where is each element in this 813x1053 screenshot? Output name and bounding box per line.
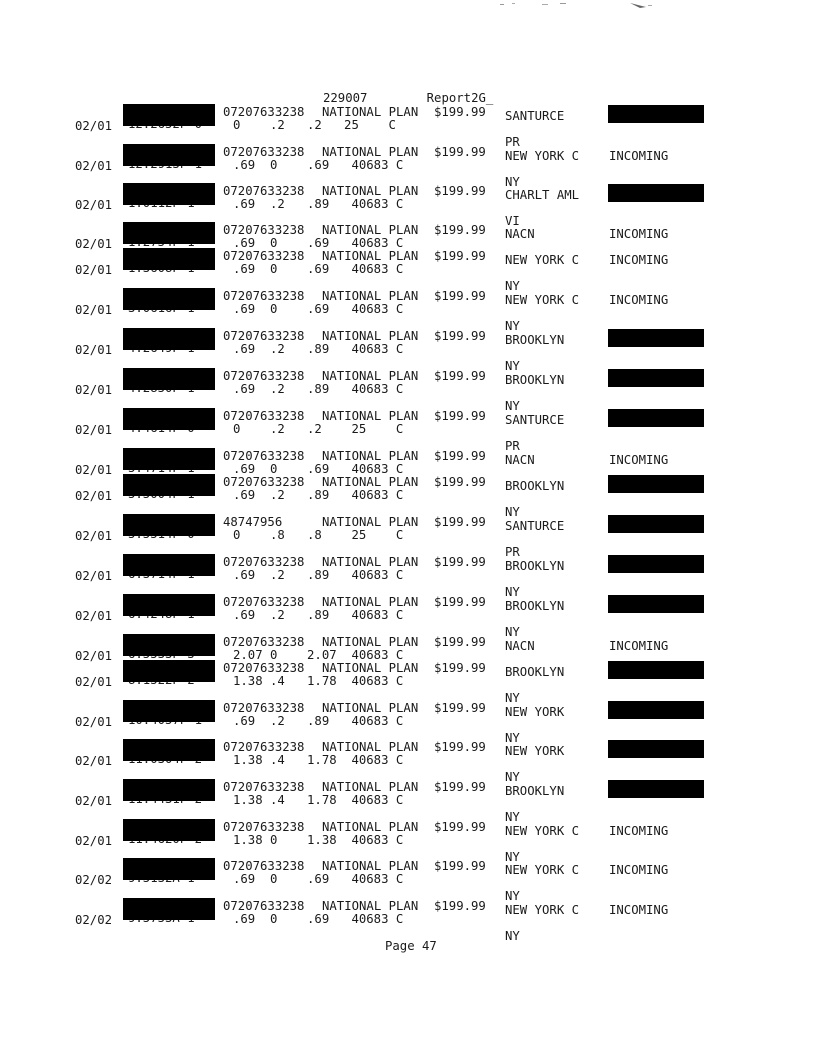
plan-amount: $199.99 — [434, 409, 486, 423]
call-charges: .69 0 .69 40683 C — [233, 912, 404, 926]
rate-plan: NATIONAL PLAN — [322, 899, 419, 913]
plan-amount: $199.99 — [434, 820, 486, 834]
call-direction: INCOMING — [609, 903, 669, 917]
rate-plan: NATIONAL PLAN — [322, 449, 419, 463]
call-city: NEW YORK C — [505, 824, 580, 838]
call-charges: 1.38 0 1.38 40683 C — [233, 833, 404, 847]
call-date: 02/01 — [75, 529, 113, 543]
dialed-number: 07207633238 — [223, 249, 305, 263]
call-date: 02/01 — [75, 794, 113, 808]
dialed-number: 07207633238 — [223, 369, 305, 383]
call-date: 02/01 — [75, 675, 113, 689]
call-city: NEW YORK C — [505, 903, 580, 917]
call-state: NY — [505, 279, 520, 293]
call-city: SANTURCE — [505, 413, 565, 427]
redaction-bar — [608, 329, 704, 347]
page-number: Page 47 — [385, 939, 437, 953]
plan-amount: $199.99 — [434, 899, 486, 913]
call-charges: .69 0 .69 40683 C — [233, 462, 404, 476]
dialed-number: 07207633238 — [223, 595, 305, 609]
call-direction: INCOMING — [609, 227, 669, 241]
call-state: PR — [505, 545, 520, 559]
plan-amount: $199.99 — [434, 249, 486, 263]
call-date: 02/01 — [75, 754, 113, 768]
call-state: NY — [505, 625, 520, 639]
rate-plan: NATIONAL PLAN — [322, 475, 419, 489]
redaction-bar — [123, 634, 215, 656]
call-state: NY — [505, 850, 520, 864]
plan-amount: $199.99 — [434, 555, 486, 569]
dialed-number: 48747956 — [223, 515, 305, 529]
redaction-bar — [123, 594, 215, 616]
rate-plan: NATIONAL PLAN — [322, 184, 419, 198]
redaction-bar — [608, 595, 704, 613]
dialed-number: 07207633238 — [223, 475, 305, 489]
call-state: PR — [505, 439, 520, 453]
dialed-number: 07207633238 — [223, 449, 305, 463]
call-city: BROOKLYN — [505, 599, 565, 613]
call-state: NY — [505, 691, 520, 705]
redaction-bar — [123, 474, 215, 496]
call-date: 02/01 — [75, 649, 113, 663]
call-direction: INCOMING — [609, 824, 669, 838]
call-charges: 1.38 .4 1.78 40683 C — [233, 674, 404, 688]
call-charges: 1.38 .4 1.78 40683 C — [233, 793, 404, 807]
call-city: NEW YORK — [505, 705, 565, 719]
call-state: NY — [505, 731, 520, 745]
redaction-bar — [608, 369, 704, 387]
call-state: NY — [505, 585, 520, 599]
redaction-bar — [608, 780, 704, 798]
call-date: 02/01 — [75, 569, 113, 583]
call-date: 02/01 — [75, 383, 113, 397]
call-city: SANTURCE — [505, 109, 565, 123]
report-name: Report2G_ — [426, 91, 494, 105]
call-charges: .69 .2 .89 40683 C — [233, 714, 404, 728]
call-state: NY — [505, 810, 520, 824]
redaction-bar — [123, 819, 215, 841]
rate-plan: NATIONAL PLAN — [322, 555, 419, 569]
dialed-number: 07207633238 — [223, 859, 305, 873]
plan-amount: $199.99 — [434, 475, 486, 489]
call-state: NY — [505, 505, 520, 519]
plan-amount: $199.99 — [434, 661, 486, 675]
redaction-bar — [123, 898, 215, 920]
call-date: 02/01 — [75, 834, 113, 848]
redaction-bar — [608, 515, 704, 533]
rate-plan: NATIONAL PLAN — [322, 740, 419, 754]
call-charges: .69 0 .69 40683 C — [233, 302, 404, 316]
call-date: 02/01 — [75, 159, 113, 173]
dialed-number: 07207633238 — [223, 105, 305, 119]
call-charges: .69 .2 .89 40683 C — [233, 568, 404, 582]
dialed-number: 07207633238 — [223, 409, 305, 423]
call-direction: INCOMING — [609, 149, 669, 163]
scan-artifacts — [490, 0, 670, 14]
dialed-number: 07207633238 — [223, 701, 305, 715]
redaction-bar — [608, 740, 704, 758]
call-date: 02/01 — [75, 119, 113, 133]
call-charges: 0 .2 .2 25 C — [233, 422, 404, 436]
plan-amount: $199.99 — [434, 740, 486, 754]
dialed-number: 07207633238 — [223, 289, 305, 303]
plan-amount: $199.99 — [434, 859, 486, 873]
call-city: NACN — [505, 227, 535, 241]
call-date: 02/01 — [75, 237, 113, 251]
plan-amount: $199.99 — [434, 289, 486, 303]
redaction-bar — [123, 222, 215, 244]
plan-amount: $199.99 — [434, 145, 486, 159]
call-city: NEW YORK C — [505, 149, 580, 163]
dialed-number: 07207633238 — [223, 145, 305, 159]
call-city: NEW YORK C — [505, 253, 580, 267]
rate-plan: NATIONAL PLAN — [322, 329, 419, 343]
redaction-bar — [123, 144, 215, 166]
report-header — [323, 92, 493, 104]
plan-amount: $199.99 — [434, 329, 486, 343]
redaction-bar — [123, 514, 215, 536]
redaction-bar — [123, 248, 215, 270]
call-city: BROOKLYN — [505, 373, 565, 387]
call-city: NEW YORK — [505, 744, 565, 758]
call-state: NY — [505, 319, 520, 333]
plan-amount: $199.99 — [434, 223, 486, 237]
redaction-bar — [123, 408, 215, 430]
call-date: 02/01 — [75, 489, 113, 503]
call-date: 02/01 — [75, 715, 113, 729]
plan-amount: $199.99 — [434, 184, 486, 198]
rate-plan: NATIONAL PLAN — [322, 409, 419, 423]
call-state: NY — [505, 929, 520, 943]
call-state: NY — [505, 399, 520, 413]
redaction-bar — [608, 184, 704, 202]
redaction-bar — [608, 661, 704, 679]
rate-plan: NATIONAL PLAN — [322, 249, 419, 263]
call-direction: INCOMING — [609, 453, 669, 467]
call-charges: .69 .2 .89 40683 C — [233, 608, 404, 622]
dialed-number: 07207633238 — [223, 740, 305, 754]
call-date: 02/01 — [75, 198, 113, 212]
call-charges: 2.07 0 2.07 40683 C — [233, 648, 404, 662]
rate-plan: NATIONAL PLAN — [322, 369, 419, 383]
redaction-bar — [123, 328, 215, 350]
redaction-bar — [123, 660, 215, 682]
plan-amount: $199.99 — [434, 635, 486, 649]
call-state: VI — [505, 214, 520, 228]
dialed-number: 07207633238 — [223, 223, 305, 237]
redaction-bar — [123, 779, 215, 801]
redaction-bar — [608, 701, 704, 719]
call-state: NY — [505, 175, 520, 189]
dialed-number: 07207633238 — [223, 820, 305, 834]
call-city: BROOKLYN — [505, 665, 565, 679]
rate-plan: NATIONAL PLAN — [322, 595, 419, 609]
plan-amount: $199.99 — [434, 515, 486, 529]
redaction-bar — [608, 105, 704, 123]
call-city: BROOKLYN — [505, 784, 565, 798]
call-charges: 1.38 .4 1.78 40683 C — [233, 753, 404, 767]
call-city: NEW YORK C — [505, 293, 580, 307]
redaction-bar — [123, 858, 215, 880]
redaction-bar — [123, 448, 215, 470]
rate-plan: NATIONAL PLAN — [322, 145, 419, 159]
call-charges: .69 0 .69 40683 C — [233, 262, 404, 276]
call-city: NACN — [505, 639, 535, 653]
dialed-number: 07207633238 — [223, 661, 305, 675]
call-charges: .69 0 .69 40683 C — [233, 158, 404, 172]
call-city: SANTURCE — [505, 519, 565, 533]
dialed-number: 07207633238 — [223, 184, 305, 198]
call-direction: INCOMING — [609, 639, 669, 653]
redaction-bar — [123, 368, 215, 390]
rate-plan: NATIONAL PLAN — [322, 661, 419, 675]
call-city: BROOKLYN — [505, 333, 565, 347]
rate-plan: NATIONAL PLAN — [322, 820, 419, 834]
redaction-bar — [608, 555, 704, 573]
plan-amount: $199.99 — [434, 105, 486, 119]
call-charges: .69 .2 .89 40683 C — [233, 488, 404, 502]
call-date: 02/01 — [75, 609, 113, 623]
plan-amount: $199.99 — [434, 369, 486, 383]
rate-plan: NATIONAL PLAN — [322, 223, 419, 237]
call-charges: 0 .2 .2 25 C — [233, 118, 396, 132]
call-city: CHARLT AML — [505, 188, 580, 202]
call-state: NY — [505, 889, 520, 903]
dialed-number: 07207633238 — [223, 635, 305, 649]
call-charges: .69 .2 .89 40683 C — [233, 382, 404, 396]
call-city: NEW YORK C — [505, 863, 580, 877]
call-city: BROOKLYN — [505, 479, 565, 493]
plan-amount: $199.99 — [434, 595, 486, 609]
call-charges: .69 .2 .89 40683 C — [233, 342, 404, 356]
call-date: 02/01 — [75, 423, 113, 437]
call-date: 02/01 — [75, 303, 113, 317]
rate-plan: NATIONAL PLAN — [322, 701, 419, 715]
dialed-number: 07207633238 — [223, 555, 305, 569]
redaction-bar — [608, 409, 704, 427]
call-charges: .69 0 .69 40683 C — [233, 872, 404, 886]
call-direction: INCOMING — [609, 253, 669, 267]
rate-plan: NATIONAL PLAN — [322, 105, 419, 119]
redaction-bar — [123, 739, 215, 761]
rate-plan: NATIONAL PLAN — [322, 859, 419, 873]
report-id: 229007 — [323, 91, 368, 105]
plan-amount: $199.99 — [434, 449, 486, 463]
rate-plan: NATIONAL PLAN — [322, 289, 419, 303]
redaction-bar — [608, 475, 704, 493]
call-date: 02/02 — [75, 913, 113, 927]
dialed-number: 07207633238 — [223, 780, 305, 794]
call-state: NY — [505, 359, 520, 373]
call-direction: INCOMING — [609, 293, 669, 307]
call-date: 02/01 — [75, 343, 113, 357]
call-city: NACN — [505, 453, 535, 467]
call-charges: .69 0 .69 40683 C — [233, 236, 404, 250]
plan-amount: $199.99 — [434, 701, 486, 715]
call-direction: INCOMING — [609, 863, 669, 877]
plan-amount: $199.99 — [434, 780, 486, 794]
rate-plan: NATIONAL PLAN — [322, 780, 419, 794]
call-date: 02/02 — [75, 873, 113, 887]
call-state: PR — [505, 135, 520, 149]
call-charges: .69 .2 .89 40683 C — [233, 197, 404, 211]
redaction-bar — [123, 183, 215, 205]
redaction-bar — [123, 288, 215, 310]
dialed-number: 07207633238 — [223, 899, 305, 913]
call-date: 02/01 — [75, 463, 113, 477]
call-charges: 0 .8 .8 25 C — [233, 528, 404, 542]
call-city: BROOKLYN — [505, 559, 565, 573]
dialed-number: 07207633238 — [223, 329, 305, 343]
redaction-bar — [123, 104, 215, 126]
rate-plan: NATIONAL PLAN — [322, 515, 419, 529]
rate-plan: NATIONAL PLAN — [322, 635, 419, 649]
redaction-bar — [123, 700, 215, 722]
redaction-bar — [123, 554, 215, 576]
call-date: 02/01 — [75, 263, 113, 277]
call-state: NY — [505, 770, 520, 784]
